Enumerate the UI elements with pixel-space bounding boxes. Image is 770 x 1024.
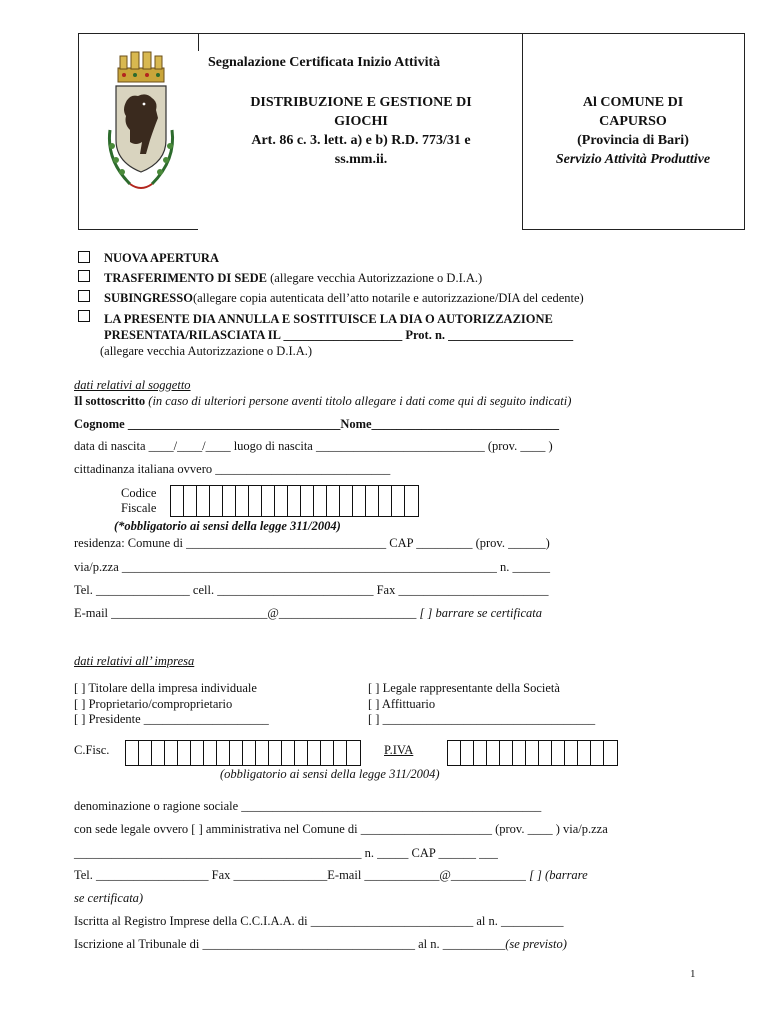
role-altro[interactable]: [ ] __________________________________ (368, 712, 596, 726)
sottoscritto-note: (in caso di ulteriori persone aventi titolo allegare i dati come qui di seguito indicati) (148, 394, 572, 408)
option-trasferimento (104, 271, 482, 286)
cfisc-boxes[interactable] (125, 740, 361, 766)
subject-line-4: ss.mm.ii. (334, 152, 388, 167)
subject-title (200, 93, 522, 169)
section-title-impresa: dati relativi all’ impresa (74, 654, 195, 668)
cognome-nome-field[interactable]: Cognome __________________________________Nome______________________________ (74, 417, 560, 431)
recipient-line-4: Servizio Attività Produttive (555, 152, 711, 167)
email-note[interactable]: [ ] barrare se certificata (419, 606, 542, 620)
role-proprietario[interactable]: [ ] Proprietario/comproprietario (74, 697, 233, 711)
impresa-pec-note[interactable]: [ ] (barrare (529, 868, 588, 882)
role-presidente[interactable]: [ ] Presidente ____________________ (74, 712, 269, 726)
sede-field[interactable]: con sede legale ovvero [ ] amministrativa nel Comune di _____________________ (prov. ____ ) via/p.zza (74, 822, 608, 836)
recipient-block (522, 93, 744, 169)
page-number: 1 (690, 968, 696, 980)
role-legale[interactable]: [ ] Legale rappresentante della Società (368, 681, 560, 695)
checkbox-trasferimento[interactable] (78, 270, 90, 282)
recipient-line-1: Al COMUNE DI (582, 95, 684, 110)
option-nuova-apertura (104, 251, 219, 266)
recipient-line-2: CAPURSO (599, 114, 667, 129)
coat-of-arms-icon (100, 50, 182, 200)
fiscal-note: (obbligatorio ai sensi della legge 311/2004) (220, 767, 440, 781)
tel-field[interactable]: Tel. _______________ cell. _________________________ Fax ________________________ (74, 583, 549, 597)
tribunale-row (74, 937, 567, 952)
recipient-line-3: (Provincia di Bari) (577, 133, 689, 148)
option-note: (allegare vecchia Autorizzazione o D.I.A.) (267, 271, 483, 285)
option-subingresso (104, 291, 584, 306)
tribunale-note: (se previsto) (505, 937, 567, 951)
codice-note: (*obbligatorio ai sensi della legge 311/2004) (114, 519, 341, 533)
codice-fiscale-boxes[interactable] (170, 485, 419, 517)
registro-field[interactable]: Iscritta al Registro Imprese della C.C.I.A.A. di __________________________ al n. __________ (74, 914, 564, 928)
sottoscritto-label: Il sottoscritto (74, 394, 146, 408)
subject-line-2: GIOCHI (334, 114, 388, 129)
via-field[interactable]: via/p.zza ____________________________________________________________ n. ______ (74, 560, 551, 574)
sede-field-2[interactable]: ______________________________________________ n. _____ CAP ______ ___ (74, 846, 498, 860)
impresa-tel-row (74, 868, 588, 883)
codice-label-2: Fiscale (121, 501, 157, 515)
cfisc-label: C.Fisc. (74, 743, 110, 757)
piva-boxes[interactable] (447, 740, 618, 766)
option-annulla: LA PRESENTE DIA ANNULLA E SOSTITUISCE LA DIA O AUTORIZZAZIONE (104, 312, 553, 326)
role-titolare[interactable]: [ ] Titolare della impresa individuale (74, 681, 257, 695)
email-field[interactable]: E-mail _________________________@______________________ (74, 606, 417, 620)
option-annulla-line3: (allegare vecchia Autorizzazione o D.I.A.) (100, 344, 313, 358)
nascita-field[interactable]: data di nascita ____/____/____ luogo di nascita ___________________________ (prov. ____ ) (74, 439, 553, 453)
role-affittuario[interactable]: [ ] Affittuario (368, 697, 436, 711)
subject-line-3: Art. 86 c. 3. lett. a) e b) R.D. 773/31 e (251, 133, 471, 148)
option-annulla-line2: PRESENTATA/RILASCIATA IL ___________________ Prot. n. ____________________ (104, 328, 574, 342)
option-label: SUBINGRESSO (104, 291, 193, 305)
impresa-tel-field[interactable]: Tel. __________________ Fax _______________E-mail ____________@____________ (74, 868, 526, 882)
scia-title: Segnalazione Certificata Inizio Attività (208, 55, 441, 70)
option-note: (allegare copia autenticata dell’atto notarile e autorizzazione/DIA del cedente) (192, 291, 584, 305)
cittadinanza-field[interactable]: cittadinanza italiana ovvero ____________________________ (74, 462, 391, 476)
denominazione-field[interactable]: denominazione o ragione sociale ________________________________________________ (74, 799, 542, 813)
checkbox-subingresso[interactable] (78, 290, 90, 302)
codice-label-1: Codice (121, 486, 157, 500)
subject-line-1: DISTRIBUZIONE E GESTIONE DI (250, 95, 472, 110)
residenza-field[interactable]: residenza: Comune di ________________________________ CAP _________ (prov. ______) (74, 536, 550, 550)
option-label: NUOVA APERTURA (104, 251, 219, 265)
checkbox-nuova-apertura[interactable] (78, 251, 90, 263)
checkbox-annulla[interactable] (78, 310, 90, 322)
section-title-soggetto: dati relativi al soggetto (74, 378, 191, 392)
tribunale-field[interactable]: Iscrizione al Tribunale di __________________________________ al n. __________ (74, 937, 506, 951)
piva-label: P.IVA (384, 743, 414, 757)
option-label: TRASFERIMENTO DI SEDE (104, 271, 268, 285)
impresa-pec-note-2: se certificata) (74, 891, 144, 905)
sottoscritto-row (74, 394, 571, 409)
email-row (74, 606, 542, 621)
